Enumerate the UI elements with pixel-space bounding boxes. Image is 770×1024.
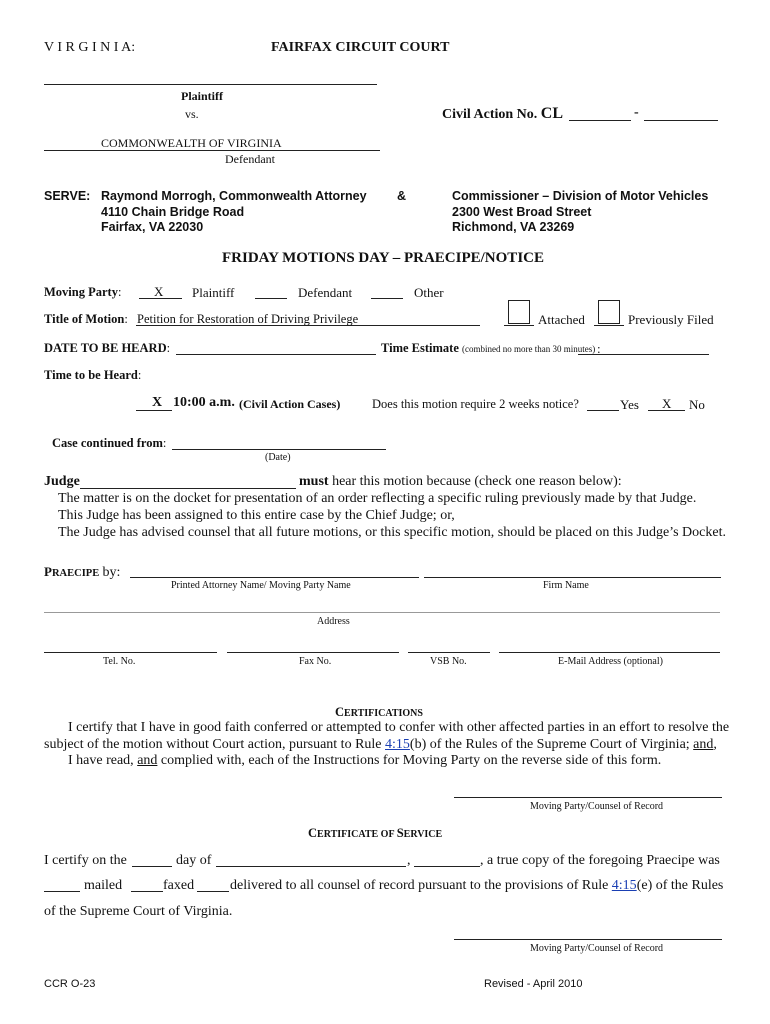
time-estimate-label: Time Estimate (381, 341, 459, 355)
service-mailed: mailed (84, 878, 123, 893)
judge-tail: hear this motion because (check one reason below): (332, 474, 622, 489)
judge-name-field[interactable] (80, 488, 296, 489)
moving-party-colon: : (117, 285, 122, 299)
tel-field[interactable] (44, 652, 217, 653)
attached-checkbox[interactable] (508, 300, 530, 324)
plaintiff-check-mark: X (154, 284, 164, 299)
serve-ampersand: & (397, 189, 407, 203)
date-heard-field[interactable] (176, 354, 376, 355)
attached-line (504, 325, 534, 326)
certification-comma: , (713, 737, 717, 752)
certification-and: and (693, 737, 714, 752)
state-heading: V I R G I N I A: (44, 40, 136, 55)
previously-filed-label: Previously Filed (628, 312, 714, 327)
notice-yes-label: Yes (620, 397, 639, 412)
printed-name-caption: Printed Attorney Name/ Moving Party Name (171, 580, 351, 591)
address-field[interactable] (44, 612, 720, 613)
praecipe-label (44, 564, 120, 581)
case-number-field-1[interactable] (569, 120, 631, 121)
time-check-mark: X (152, 395, 163, 410)
email-field[interactable] (499, 652, 720, 653)
fax-field[interactable] (227, 652, 399, 653)
time-estimate-field[interactable] (578, 354, 709, 355)
serve-left-line: Raymond Morrogh, Commonwealth Attorney (101, 189, 367, 203)
continued-text: Case continued from (52, 436, 163, 450)
civil-action-text: Civil Action No. (442, 107, 538, 122)
option-plaintiff: Plaintiff (192, 285, 235, 300)
continued-date-caption: (Date) (265, 452, 291, 463)
serve-right-line: Commissioner – Division of Motor Vehicles (452, 189, 709, 203)
judge-reason: The matter is on the docket for presentation of an order reflecting a specific ruling previously made by that Judge. (58, 491, 697, 506)
vsb-caption: VSB No. (430, 656, 467, 667)
plaintiff-line[interactable] (44, 84, 377, 85)
combined-note: (combined no more than 30 minutes) (462, 344, 596, 354)
attached-label: Attached (538, 312, 585, 327)
serve-right-block (452, 189, 708, 236)
serve-right-line: 2300 West Broad Street (452, 204, 592, 219)
service-delivered-post: (e) of the Rules (636, 878, 724, 893)
date-heard-label: DATE TO BE HEARD: (44, 341, 171, 355)
notice-question: Does this motion require 2 weeks notice? (372, 397, 579, 411)
judge-reason: The Judge has advised counsel that all future motions, or this specific motion, should be placed on this Judge’s Docket. (58, 525, 726, 540)
option-other: Other (414, 285, 444, 300)
certification-line-3-pre: I have read, (68, 753, 138, 768)
service-signature-field[interactable] (454, 939, 722, 940)
defendant-name: COMMONWEALTH OF VIRGINIA (101, 136, 282, 150)
service-certify-on: I certify on the (44, 853, 127, 868)
certification-line-2-pre: subject of the motion without Court action, pursuant to Rule (44, 737, 386, 752)
date-heard-text: DATE TO BE HEARD (44, 341, 167, 355)
other-check-line[interactable] (371, 298, 403, 299)
service-heading-s: S (396, 826, 404, 840)
continued-label: Case continued from: (52, 436, 167, 450)
firm-name-field[interactable] (424, 577, 721, 578)
fax-caption: Fax No. (299, 656, 332, 667)
service-year-field[interactable] (414, 866, 480, 867)
service-month-field[interactable] (216, 866, 406, 867)
service-heading (308, 826, 442, 841)
court-heading: FAIRFAX CIRCUIT COURT (271, 40, 450, 55)
serve-label: SERVE: (44, 189, 91, 203)
certification-line-2-mid: (b) of the Rules of the Supreme Court of Virginia; (409, 737, 694, 752)
notice-no-label: No (689, 397, 705, 412)
defendant-check-line[interactable] (255, 298, 287, 299)
service-heading-c: C (308, 826, 318, 840)
title-of-motion-label: Title of Motion: (44, 312, 128, 326)
option-defendant: Defendant (298, 285, 353, 300)
rule-415-link[interactable]: 4:15 (385, 737, 410, 752)
service-delivered-pre: delivered to all counsel of record pursuant to the provisions of Rule (230, 878, 612, 893)
serve-left-block (101, 189, 367, 236)
service-delivered-field[interactable] (197, 891, 229, 892)
certification-signature-caption: Moving Party/Counsel of Record (530, 801, 664, 812)
continued-date-field[interactable] (172, 449, 386, 450)
service-delivered (230, 878, 723, 894)
service-faxed-field[interactable] (131, 891, 163, 892)
previously-filed-checkbox[interactable] (598, 300, 620, 324)
service-signature-caption: Moving Party/Counsel of Record (530, 943, 664, 954)
certification-line-1: I certify that I have in good faith conferred or attempted to confer with other affected parties in an effort to resolve the (68, 720, 730, 735)
moving-party-text: Moving Party (44, 285, 118, 299)
notice-yes-line[interactable] (587, 410, 619, 411)
email-caption: E-Mail Address (optional) (558, 656, 663, 667)
service-heading-rest2: ERVICE (403, 829, 443, 840)
judge-must: must (299, 474, 329, 489)
time-value: 10:00 a.m. (173, 395, 235, 410)
service-day-field[interactable] (132, 866, 172, 867)
service-faxed: faxed (163, 878, 195, 893)
certification-line-3-and: and (137, 753, 158, 768)
time-estimate-colon: : (597, 341, 601, 356)
case-number-field-2[interactable] (644, 120, 718, 121)
cl-prefix: CL (540, 105, 564, 122)
form-title: FRIDAY MOTIONS DAY – PRAECIPE/NOTICE (222, 250, 544, 266)
certifications-heading-rest: ERTIFICATIONS (344, 708, 423, 719)
moving-party-label (44, 285, 121, 300)
title-of-motion-value: Petition for Restoration of Driving Privilege (137, 312, 359, 326)
serve-right-line: Richmond, VA 23269 (452, 220, 575, 234)
civil-action-cases: (Civil Action Cases) (239, 397, 341, 411)
serve-left-line: Fairfax, VA 22030 (101, 220, 204, 234)
previously-filed-line (594, 325, 624, 326)
attorney-name-field[interactable] (130, 577, 419, 578)
tel-caption: Tel. No. (103, 656, 136, 667)
notice-no-mark: X (662, 396, 672, 411)
serve-left-line: 4110 Chain Bridge Road (101, 204, 245, 219)
vs-label: vs. (185, 107, 199, 121)
form-number: CCR O-23 (44, 978, 96, 990)
firm-name-caption: Firm Name (543, 580, 589, 591)
revised-date: Revised - April 2010 (484, 978, 583, 990)
service-rule-link[interactable]: 4:15 (611, 878, 637, 893)
certification-line-2 (44, 737, 717, 753)
praecipe-by: by: (102, 565, 121, 580)
judge-label: Judge (44, 474, 80, 489)
civil-action-label (442, 105, 563, 123)
certifications-heading (335, 705, 423, 720)
praecipe-p: P (44, 564, 52, 579)
time-heard-label: Time to be Heard: (44, 368, 142, 382)
praecipe-rest: RAECIPE (51, 568, 100, 579)
judge-must-line (299, 474, 622, 490)
vsb-field[interactable] (408, 652, 490, 653)
service-true-copy: , a true copy of the foregoing Praecipe was (480, 853, 720, 868)
judge-reasons (58, 490, 726, 541)
plaintiff-label: Plaintiff (181, 89, 223, 103)
address-caption: Address (317, 616, 350, 627)
certification-line-3-post: complied with, each of the Instructions for Moving Party on the reverse side of this form. (157, 753, 662, 768)
certification-line-3 (68, 753, 661, 769)
certifications-heading-initial: C (335, 705, 345, 719)
service-comma: , (407, 853, 411, 868)
title-of-motion-text: Title of Motion (44, 312, 125, 326)
service-heading-rest: ERTIFICATE OF (317, 829, 397, 840)
judge-reason: This Judge has been assigned to this entire case by the Chief Judge; or, (58, 508, 455, 523)
certification-signature-field[interactable] (454, 797, 722, 798)
service-day-of: day of (176, 853, 212, 868)
service-last-line: of the Supreme Court of Virginia. (44, 904, 233, 919)
defendant-label: Defendant (225, 152, 275, 166)
time-heard-text: Time to be Heard (44, 368, 138, 382)
case-number-dash: - (634, 105, 639, 120)
service-mailed-field[interactable] (44, 891, 80, 892)
